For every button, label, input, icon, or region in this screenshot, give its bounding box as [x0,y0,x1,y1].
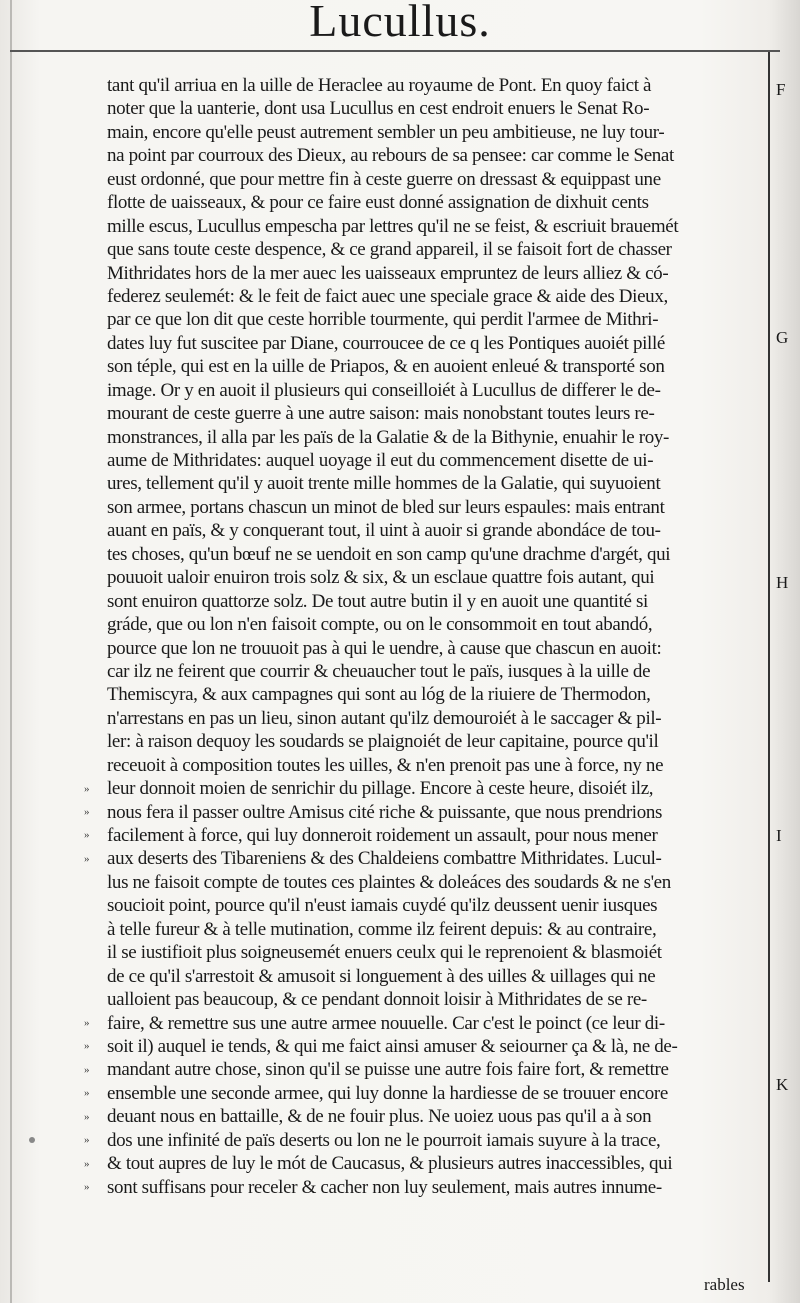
text-line: noter que la uanterie, dont usa Lucullus en cest endroit enuers le Senat Ro- [107,98,650,120]
quote-marker: » [84,1181,90,1194]
text-line: car ilz ne feirent que courrir & cheuaucher tout le païs, iusques à la uille de [107,660,651,682]
margin-letter-i: I [776,826,782,845]
running-header: Lucullus. [309,0,491,46]
margin-letter-f: F [776,80,786,99]
text-line: main, encore qu'elle peust autrement sembler un peu ambitieuse, ne luy tour- [107,121,665,143]
quote-marker: » [84,1063,90,1076]
text-line: nous fera il passer oultre Amisus cité riche & puissante, que nous prendrions [107,801,663,823]
text-line: pource que lon ne trouuoit pas à qui le uendre, à cause que chascun en auoit: [107,637,662,659]
text-line: lus ne faisoit compte de toutes ces plaintes & doleáces des soudards & ne s'en [107,871,671,893]
text-line: tant qu'il arriua en la uille de Heraclee au royaume de Pont. En quoy faict à [107,75,652,96]
text-line: ualloient pas beaucoup, & ce pendant donnoit loisir à Mithridates de se re- [107,989,647,1011]
text-line: Themiscyra, & aux campagnes qui sont au lóg de la riuiere de Thermodon, [107,684,651,706]
margin-letter-k: K [776,1075,789,1094]
text-line: gráde, que ou lon n'en faisoit compte, ou on le consommoit en tout abandó, [107,614,653,636]
text-line: dos une infinité de païs deserts ou lon ne le pourroit iamais suyure à la trace, [107,1129,661,1151]
quote-marker: » [84,782,90,795]
text-line: receuoit à composition toutes les uilles, & n'en prenoit pas une à force, ny ne [107,754,664,776]
quote-marker: » [84,1087,90,1100]
text-line: que sans toute ceste despence, & ce grand appareil, il se faisoit fort de chasser [107,239,672,261]
text-line: mourant de ceste guerre à une autre saison: mais nonobstant toutes leurs re- [107,403,655,425]
quote-marker: » [84,852,90,865]
text-line: à telle fureur & à telle mutination, comme ilz feirent depuis: & au contraire, [107,918,657,940]
paper-speck [29,1137,35,1143]
header-rule [10,50,780,52]
text-line: son armee, portans chascun un minot de bled sur leurs espaules: mais entrant [107,496,665,518]
quote-marker: » [84,1017,90,1029]
text-line: & tout aupres de luy le mót de Caucasus, & plusieurs autres inaccessibles, qui [107,1153,673,1175]
text-line: son téple, qui est en la uille de Priapos, & en auoient enleué & transporté son [107,356,665,378]
quote-marker: » [84,805,90,818]
text-line: Mithridates hors de la mer auec les uaisseaux empruntez de leurs alliez & có- [107,262,669,284]
text-line: dates luy fut suscitee par Diane, courroucee de ce q les Pontiques auoiét pillé [107,332,665,354]
text-line: na point par courroux des Dieux, au rebours de sa pensee: car comme le Senat [107,145,674,167]
text-line: ler: à raison dequoy les soudards se plaignoiét de leur capitaine, pource qu'il [107,731,659,753]
gutter-edge [10,0,12,1303]
text-line: soit il) auquel ie tends, & qui me faict ainsi amuser & seiourner ça & là, ne de- [107,1035,678,1057]
text-line: ures, tellement qu'il y auoit trente mille hommes de la Galatie, qui suyuoient [107,473,661,495]
text-line: flotte de uaisseaux, & pour ce faire eust donné assignation de dixhuit cents [107,192,649,214]
text-line: aux deserts des Tibareniens & des Chaldeiens combattre Mithridates. Lucul- [107,848,662,870]
text-line: n'arrestans en pas un lieu, sinon autant qu'ilz demouroiét à le saccager & pil- [107,707,662,729]
text-line: sont suffisans pour receler & cacher non luy seulement, mais autres innume- [107,1176,662,1198]
margin-letter-h: H [776,573,789,592]
text-line: mille escus, Lucullus empescha par lettres qu'il ne se feist, & escriuit brauemét [107,215,679,237]
text-line: de ce qu'il s'arrestoit & amusoit si longuement à des uilles & uillages qui ne [107,965,656,987]
text-line: sont enuiron quattorze solz. De tout autre butin il y en auoit une quantité si [107,590,648,612]
text-line: federez seulemét: & le feit de faict auec une speciale grace & aide des Dieux, [107,285,668,307]
text-line: facilement à force, qui luy donneroit roidement un assault, pour nous mener [107,825,658,846]
margin-letter-g: G [776,328,789,347]
text-line: monstrances, il alla par les païs de la Galatie & de la Bithynie, enuahir le roy- [107,426,670,448]
text-line: mandant autre chose, sinon qu'il se puisse une autre fois faire fort, & remettre [107,1059,669,1081]
text-line: il se iustifioit plus soigneusemét enuers ceulx qui le reprenoient & blasmoiét [107,942,662,964]
text-line: pouuoit ualoir enuiron trois solz & six, & un esclaue quattre fois autant, qui [107,567,655,589]
text-line: ensemble une seconde armee, qui luy donne la hardiesse de se trouuer encore [107,1082,668,1104]
quote-marker: » [84,1040,90,1053]
quote-marker: » [84,1110,90,1123]
text-line: eust ordonné, que pour mettre fin à ceste guerre on dressast & equippast une [107,168,661,190]
text-line: image. Or y en auoit il plusieurs qui conseilloiét à Lucullus de differer le de- [107,379,661,401]
quote-marker: » [84,829,90,842]
text-line: deuant nous en battaille, & de ne fouir plus. Ne uoiez uous pas qu'il a à son [107,1106,652,1128]
catchword: rables [704,1275,745,1294]
text-line: soucioit point, pource qu'il n'eust iamais cuydé qu'ilz deussent uenir iusques [107,895,658,917]
text-line: aume de Mithridates: auquel uoyage il eut du commencement disette de ui- [107,450,654,471]
text-line: leur donnoit moien de senrichir du pillage. Encore à ceste heure, disoiét ilz, [107,778,654,800]
text-line: par ce que lon dit que ceste horrible tourmente, qui perdit l'armee de Mithri- [107,309,659,331]
text-line: tes choses, qu'un bœuf ne se uendoit en son camp qu'une drachme d'argét, qui [107,543,671,565]
quote-marker: » [84,1157,90,1170]
text-line: faire, & remettre sus une autre armee nouuelle. Car c'est le poinct (ce leur di- [107,1012,665,1034]
quote-marker: » [84,1134,90,1147]
margin-rule [768,52,770,1282]
body-text [107,74,765,1199]
text-line: auant en païs, & y conquerant tout, il uint à auoir si grande abondáce de tou- [107,520,661,542]
